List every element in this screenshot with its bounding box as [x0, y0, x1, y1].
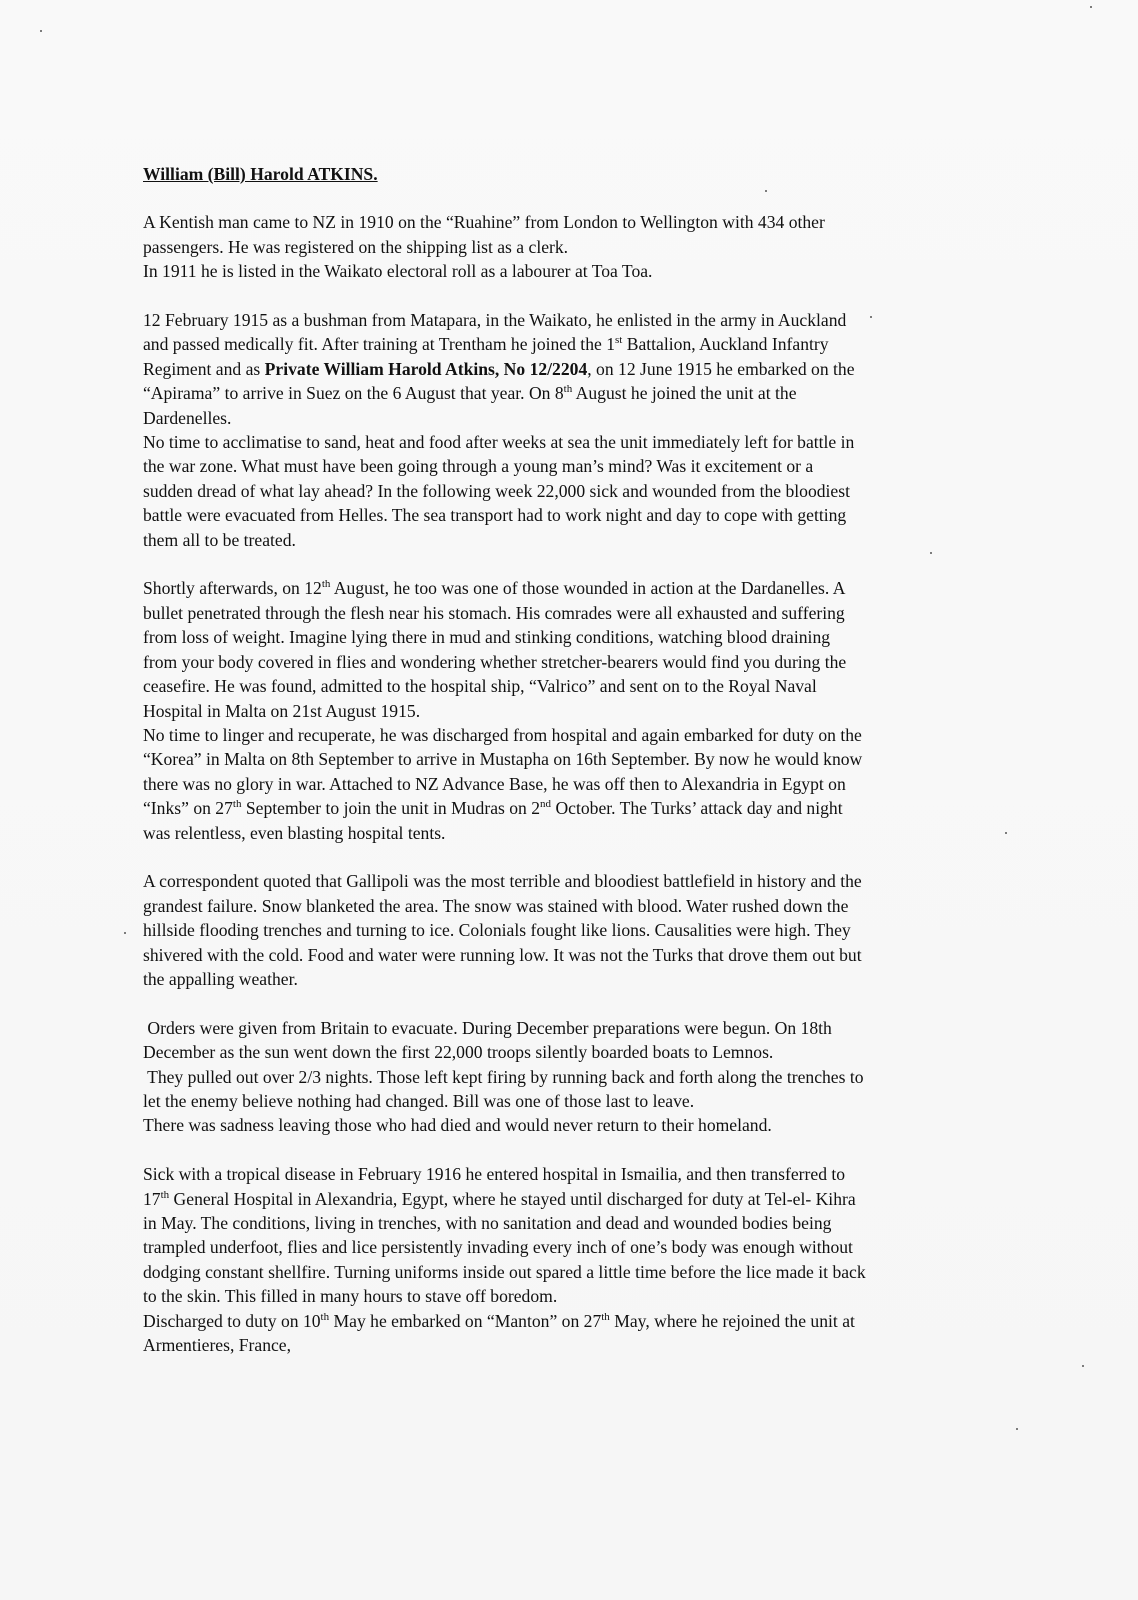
- text-line: bullet penetrated through the flesh near his stomach. His comrades were all exhausted and suffering: [143, 602, 845, 623]
- text-line: Discharged to duty on 10th May he embarked on “Manton” on 27th May, where he rejoined the unit at: [143, 1310, 855, 1331]
- text-line: and passed medically fit. After training at Trentham he joined the 1st Battalion, Auckland Infantry: [143, 334, 829, 355]
- text-line: Sick with a tropical disease in February 1916 he entered hospital in Ismailia, and then transferred to: [143, 1164, 846, 1185]
- text-line: “Korea” in Malta on 8th September to arrive in Mustapha on 16th September. By now he would know: [143, 749, 863, 770]
- text-line: grandest failure. Snow blanketed the area. The snow was stained with blood. Water rushed down the: [143, 895, 849, 916]
- text-line: “Apirama” to arrive in Suez on the 6 August that year. On 8th August he joined the unit at the: [143, 383, 797, 404]
- text-line: Regiment and as Private William Harold Atkins, No 12/2204, on 12 June 1915 he embarked on the: [143, 358, 855, 379]
- service-number-text: Private William Harold Atkins, No 12/2204: [264, 358, 588, 379]
- text-line: the war zone. What must have been going through a young man’s mind? Was it excitement or a: [143, 456, 814, 477]
- paper-speck: [40, 30, 42, 32]
- text-line: sudden dread of what lay ahead? In the following week 22,000 sick and wounded from the bloodiest: [143, 480, 850, 501]
- text-line: There was sadness leaving those who had died and would never return to their homeland.: [143, 1115, 772, 1136]
- text-line: hillside flooding trenches and turning to ice. Colonials fought like lions. Causalities were high. They: [143, 920, 851, 941]
- paragraph-enlistment: [143, 308, 1013, 552]
- text-line: “Inks” on 27th September to join the unit in Mudras on 2nd October. The Turks’ attack day and night: [143, 798, 843, 819]
- text-line: them all to be treated.: [143, 529, 296, 550]
- text-line: In 1911 he is listed in the Waikato electoral roll as a labourer at Toa Toa.: [143, 261, 653, 282]
- text-line: in May. The conditions, living in trenches, with no sanitation and dead and wounded bodies being: [143, 1212, 832, 1233]
- text-line: trampled underfoot, flies and lice persistently invading every inch of one’s body was enough without: [143, 1237, 853, 1258]
- text-line: Orders were given from Britain to evacuate. During December preparations were begun. On 18th: [143, 1017, 832, 1038]
- text-line: December as the sun went down the first 22,000 troops silently boarded boats to Lemnos.: [143, 1042, 774, 1063]
- text-line: shivered with the cold. Food and water were running low. It was not the Turks that drove them out but: [143, 944, 862, 965]
- text-line: the appalling weather.: [143, 968, 298, 989]
- text-line: Dardenelles.: [143, 407, 232, 428]
- paper-speck: [1090, 6, 1092, 8]
- text-line: from your body covered in flies and wondering whether stretcher-bearers would find you during the: [143, 651, 847, 672]
- paper-speck: [1016, 1428, 1018, 1430]
- text-line: ceasefire. He was found, admitted to the hospital ship, “Valrico” and sent on to the Royal Naval: [143, 676, 817, 697]
- document-title: William (Bill) Harold ATKINS.: [143, 164, 378, 184]
- text-line: let the enemy believe nothing had changed. Bill was one of those last to leave.: [143, 1090, 695, 1111]
- paragraph-evacuation: [143, 1016, 1013, 1138]
- text-line: Hospital in Malta on 21st August 1915.: [143, 700, 421, 721]
- text-line: there was no glory in war. Attached to NZ Advance Base, he was off then to Alexandria in Egypt on: [143, 773, 846, 794]
- text-line: dodging constant shellfire. Turning uniforms inside out spared a little time before the lice made it back: [143, 1261, 866, 1282]
- text-line: No time to acclimatise to sand, heat and food after weeks at sea the unit immediately left for battle in: [143, 432, 855, 453]
- text-line: battle were evacuated from Helles. The sea transport had to work night and day to cope with getting: [143, 505, 847, 526]
- text-line: No time to linger and recuperate, he was discharged from hospital and again embarked for duty on the: [143, 724, 862, 745]
- text-line: 12 February 1915 as a bushman from Matapara, in the Waikato, he enlisted in the army in Auckland: [143, 310, 847, 331]
- text-line: Shortly afterwards, on 12th August, he too was one of those wounded in action at the Dardanelles. A: [143, 578, 846, 599]
- paragraph-arrival: [143, 210, 1013, 283]
- text-line: Armentieres, France,: [143, 1335, 292, 1356]
- text-line: 17th General Hospital in Alexandria, Egypt, where he stayed until discharged for duty at Tel-el- Kihra: [143, 1188, 856, 1209]
- text-line: A correspondent quoted that Gallipoli was the most terrible and bloodiest battlefield in history and the: [143, 871, 862, 892]
- paragraph-wounded: [143, 576, 1013, 844]
- text-line: passengers. He was registered on the shipping list as a clerk.: [143, 236, 569, 257]
- paragraph-gallipoli: [143, 869, 1013, 991]
- document-body: [143, 162, 1013, 1357]
- text-line: A Kentish man came to NZ in 1910 on the “Ruahine” from London to Wellington with 434 other: [143, 212, 825, 233]
- text-line: was relentless, even blasting hospital tents.: [143, 822, 446, 843]
- paper-speck: [1082, 1365, 1084, 1367]
- paper-speck: [124, 932, 126, 934]
- text-line: They pulled out over 2/3 nights. Those left kept firing by running back and forth along the trenches to: [143, 1066, 864, 1087]
- text-line: to the skin. This filled in many hours to stave off boredom.: [143, 1286, 558, 1307]
- text-line: from loss of weight. Imagine lying there in mud and stinking conditions, watching blood draining: [143, 627, 831, 648]
- paragraph-hospital: [143, 1162, 1013, 1357]
